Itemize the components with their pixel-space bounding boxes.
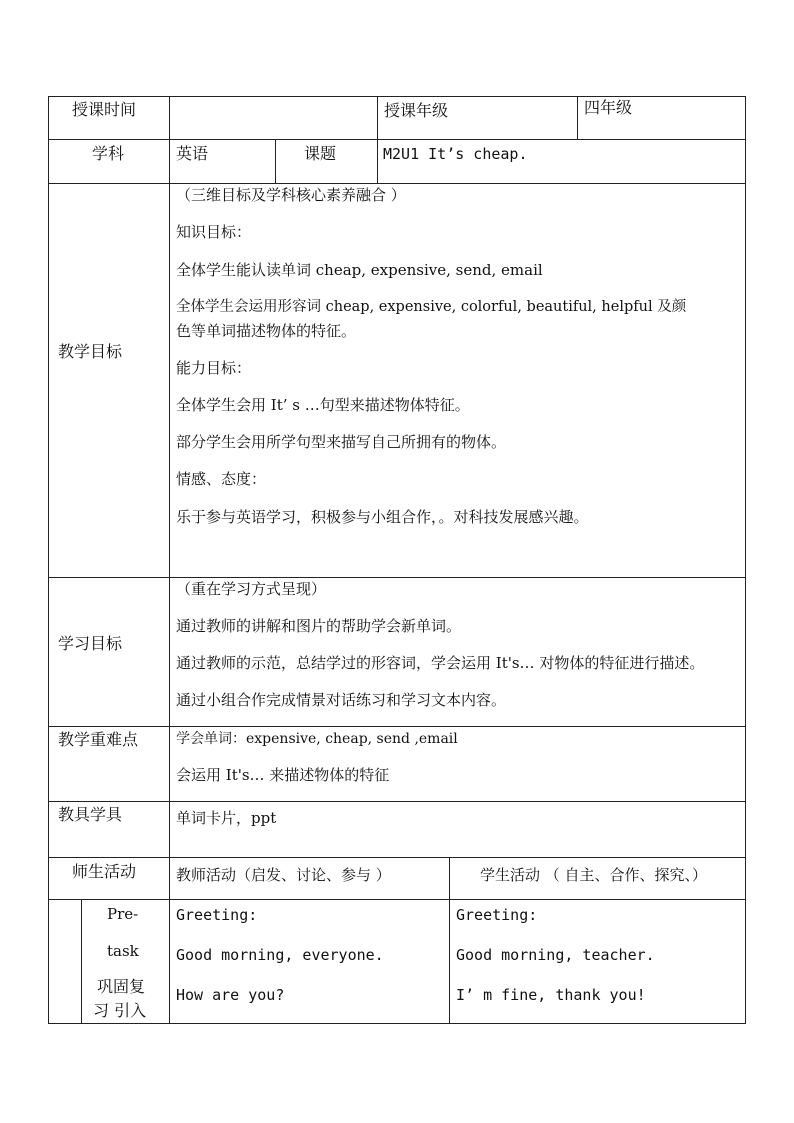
stage-label-line: Pre- xyxy=(107,905,139,923)
grade-label: 授课年级 xyxy=(384,101,449,120)
table-border-top xyxy=(48,96,746,97)
learning-goal-line: 通过教师的示范，总结学过的形容词，学会运用 It's… 对物体的特征进行描述。 xyxy=(176,654,705,672)
grade-value: 四年级 xyxy=(584,98,633,117)
teaching-goals-label: 教学目标 xyxy=(58,342,123,361)
key-point-line: 会运用 It's… 来描述物体的特征 xyxy=(176,766,390,784)
teacher-activity-line: Good morning, everyone. xyxy=(176,946,384,964)
column-divider xyxy=(377,96,378,184)
row-divider xyxy=(48,139,746,140)
topic-label: 课题 xyxy=(304,144,337,163)
student-activity-line: Good morning, teacher. xyxy=(456,946,655,964)
learning-goal-line: 通过小组合作完成情景对话练习和学习文本内容。 xyxy=(176,691,507,709)
row-divider xyxy=(48,899,746,900)
label-column-divider xyxy=(169,96,170,1024)
teaching-goal-line: 乐于参与英语学习，积极参与小组合作，。对科技发展感兴趣。 xyxy=(176,508,589,526)
row-divider xyxy=(48,857,746,858)
table-border-bottom xyxy=(48,1023,746,1024)
tools-label: 教具学具 xyxy=(58,805,123,824)
activities-label: 师生活动 xyxy=(72,862,137,881)
teacher-activity-line: Greeting: xyxy=(176,906,258,924)
teacher-activity-header: 教师活动（启发、讨论、参与 ） xyxy=(176,866,391,884)
tools-value: 单词卡片，ppt xyxy=(176,809,277,827)
student-activity-line: I’ m fine, thank you! xyxy=(456,986,646,1004)
column-divider xyxy=(449,857,450,1024)
table-border-right xyxy=(745,96,746,1024)
topic-value: M2U1 It’s cheap. xyxy=(383,145,528,163)
teaching-goal-line: 情感、态度： xyxy=(176,470,267,488)
teach-time-label: 授课时间 xyxy=(72,100,137,119)
teacher-activity-line: How are you? xyxy=(176,986,285,1004)
learning-goals-label: 学习目标 xyxy=(58,634,123,653)
stage-column-divider xyxy=(81,899,82,1024)
stage-label-line: 习 引入 xyxy=(93,1001,147,1020)
student-activity-header: 学生活动 （ 自主、合作、探究、） xyxy=(480,866,708,884)
table-border-left xyxy=(48,96,49,1024)
stage-label-line: 巩固复 xyxy=(97,977,146,996)
key-point-line: 学会单词：expensive, cheap, send ,email xyxy=(176,731,458,747)
teaching-goal-line: 全体学生会运用形容词 cheap, expensive, colorful, beautiful, helpful 及颜 xyxy=(176,299,687,315)
row-divider xyxy=(48,183,746,184)
teaching-goal-line: 全体学生会用 It’ s …句型来描述物体特征。 xyxy=(176,396,470,414)
stage-label-line: task xyxy=(107,942,139,960)
column-divider xyxy=(577,96,578,140)
teaching-goal-line: 部分学生会用所学句型来描写自己所拥有的物体。 xyxy=(176,433,507,451)
teaching-goal-line: （三维目标及学科核心素养融合 ） xyxy=(176,186,406,204)
learning-goal-line: 通过教师的讲解和图片的帮助学会新单词。 xyxy=(176,617,462,635)
teaching-goal-line: 色等单词描述物体的特征。 xyxy=(176,322,357,340)
subject-label: 学科 xyxy=(92,144,125,163)
row-divider xyxy=(48,726,746,727)
column-divider xyxy=(275,139,276,184)
teaching-goal-line: 知识目标： xyxy=(176,223,252,241)
learning-goal-line: （重在学习方式呈现） xyxy=(176,580,327,598)
subject-value: 英语 xyxy=(176,144,209,163)
student-activity-line: Greeting: xyxy=(456,906,538,924)
row-divider xyxy=(48,801,746,802)
row-divider xyxy=(48,577,746,578)
teaching-goal-line: 能力目标： xyxy=(176,359,252,377)
key-points-label: 教学重难点 xyxy=(58,730,139,749)
teaching-goal-line: 全体学生能认读单词 cheap, expensive, send, email xyxy=(176,261,543,279)
